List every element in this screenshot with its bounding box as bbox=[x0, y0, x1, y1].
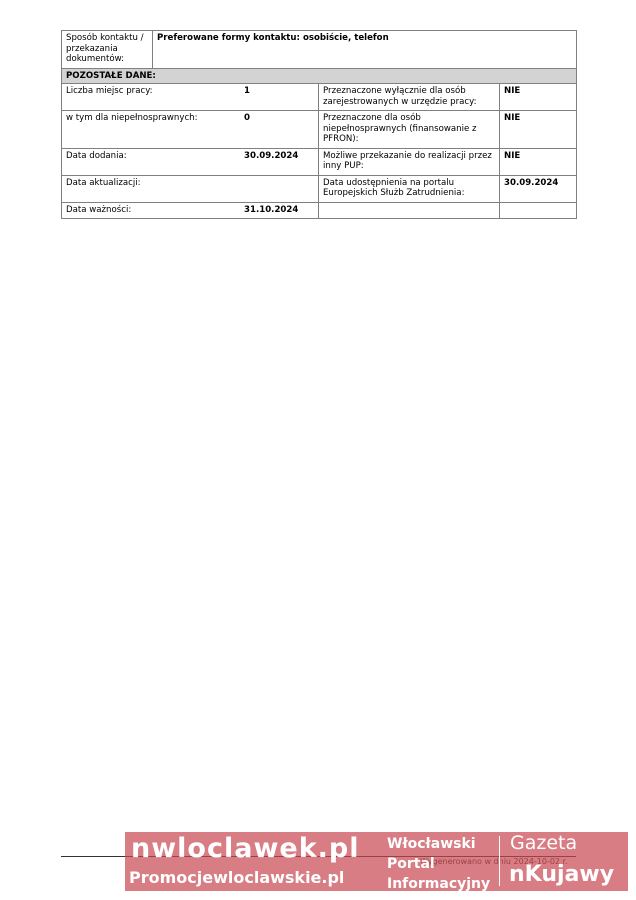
row-value-right: NIE bbox=[500, 111, 577, 149]
row-value-right: NIE bbox=[500, 84, 577, 111]
offer-details-table bbox=[61, 30, 577, 219]
row-value-right: 30.09.2024 bbox=[500, 175, 577, 202]
row-label-right: Przeznaczone wyłącznie dla osób zarejestrowanych w urzędzie pracy: bbox=[319, 84, 500, 111]
watermark-banner bbox=[125, 832, 628, 891]
row-label-left: Data dodania: 30.09.2024 bbox=[62, 148, 319, 175]
table-row bbox=[62, 175, 577, 202]
section-title: POZOSTAŁE DANE: bbox=[62, 68, 577, 84]
row-label-right bbox=[319, 202, 500, 219]
row-label-left: Data aktualizacji: bbox=[62, 175, 319, 202]
watermark-separator bbox=[499, 836, 500, 886]
watermark-line1: nwloclawek.pl bbox=[131, 833, 360, 864]
row-label-right: Możliwe przekazanie do realizacji przez inny PUP: bbox=[319, 148, 500, 175]
contact-row bbox=[62, 31, 577, 69]
watermark-line2: Promocjewloclawskie.pl bbox=[129, 868, 345, 887]
row-label-right: Data udostępnienia na portalu Europejskich Służb Zatrudnienia: bbox=[319, 175, 500, 202]
watermark-nkujawy: nKujawy bbox=[509, 862, 615, 887]
row-value-right: NIE bbox=[500, 148, 577, 175]
table-row bbox=[62, 202, 577, 219]
row-label-left: w tym dla niepełnosprawnych: 0 bbox=[62, 111, 319, 149]
table-row bbox=[62, 84, 577, 111]
row-value-right bbox=[500, 202, 577, 219]
row-label-left: Data ważności: 31.10.2024 bbox=[62, 202, 319, 219]
watermark-portal: Włocławski Portal Informacyjny bbox=[387, 836, 491, 892]
watermark-gazeta: Gazeta bbox=[510, 832, 578, 854]
row-label-right: Przeznaczone dla osób niepełnosprawnych (finansowanie z PFRON): bbox=[319, 111, 500, 149]
row-label-left: Liczba miejsc pracy: 1 bbox=[62, 84, 319, 111]
table-row bbox=[62, 111, 577, 149]
section-header bbox=[62, 68, 577, 84]
table-row bbox=[62, 148, 577, 175]
contact-label: Sposób kontaktu / przekazania dokumentów: bbox=[62, 31, 153, 69]
contact-value: Preferowane formy kontaktu: osobiście, telefon bbox=[153, 31, 577, 69]
